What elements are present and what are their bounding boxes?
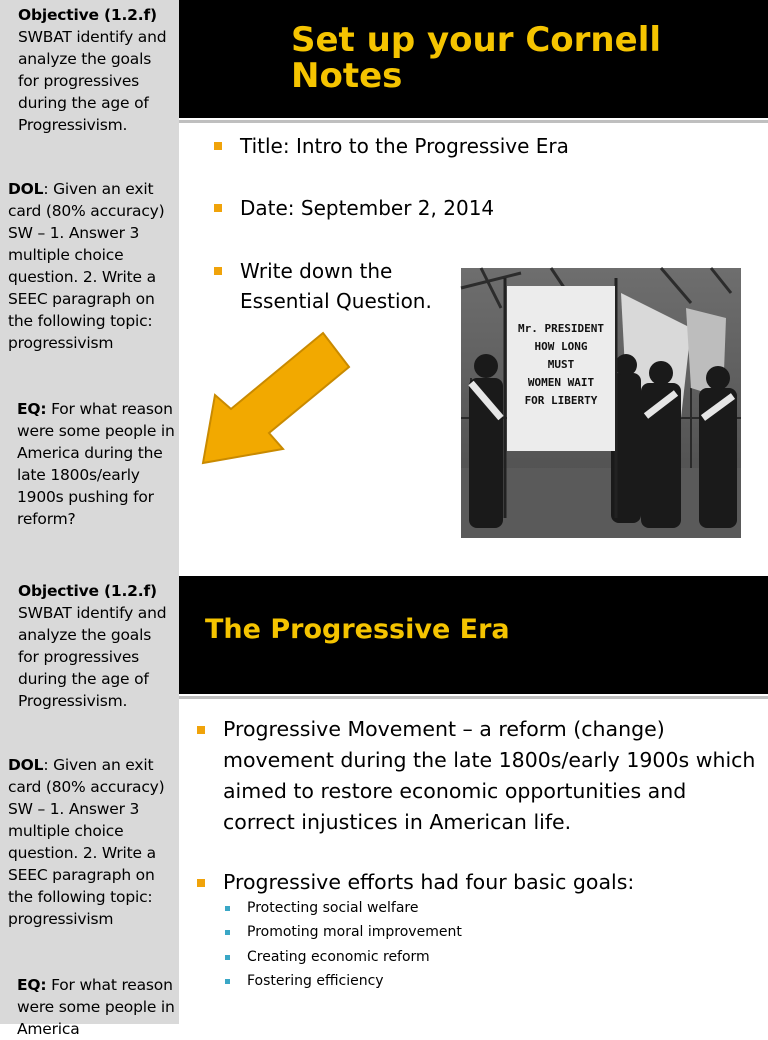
bullet-progressive-movement-text: Progressive Movement – a reform (change) movement during the late 1800s/early 1900s which aimed to restore economic opportunities and correct injustices in American life. (223, 717, 756, 834)
bullet-eq-instruction-text: Write down the Essential Question. (240, 259, 432, 313)
slide-progressive-era (0, 576, 768, 1038)
objective-text-2: SWBAT identify and analyze the goals for progressives during the age of Progressivism. (18, 604, 167, 710)
eq-block-2 (17, 974, 177, 1040)
header-divider-2 (179, 696, 768, 699)
slide-header-2 (179, 576, 768, 694)
slide-title-2: The Progressive Era (205, 614, 510, 645)
dol-block (8, 178, 176, 354)
bullet-date (214, 195, 494, 221)
bullet-eq-instruction (214, 256, 432, 316)
dol-label-2: DOL (8, 756, 44, 774)
sign-line-2: HOW LONG (534, 340, 588, 353)
title-line-2: Notes (291, 56, 403, 96)
eq-label: EQ: (17, 400, 47, 418)
eq-label-2: EQ: (17, 976, 47, 994)
slide-title (291, 22, 661, 94)
sign-line-4: WOMEN WAIT (527, 376, 595, 389)
eq-block (17, 398, 177, 530)
slide-header (179, 0, 768, 118)
goal-item: Promoting moral improvement (225, 924, 462, 940)
eq-text: For what reason were some people in America during the late 1800s/early 1900s pushing for reform? (17, 400, 175, 528)
suffrage-protest-photo (461, 268, 741, 538)
objective-label-2: Objective (1.2.f) (18, 582, 157, 600)
header-divider (179, 120, 768, 123)
objective-label: Objective (1.2.f) (18, 6, 157, 24)
objective-sidebar-2 (0, 576, 179, 1038)
title-line-1: Set up your Cornell (291, 20, 661, 60)
goal-item: Fostering efficiency (225, 973, 384, 989)
dol-text-2: : Given an exit card (80% accuracy) SW – 1. Answer 3 multiple choice question. 2. Write a SEEC paragraph on the following topic: progressivism (8, 756, 165, 928)
bullet-four-goals-text: Progressive efforts had four basic goals: (223, 870, 635, 894)
objective-block-2 (18, 580, 176, 712)
dol-text: : Given an exit card (80% accuracy) SW – 1. Answer 3 multiple choice question. 2. Write a SEEC paragraph on the following topic: progressivism (8, 180, 165, 352)
sign-line-1: Mr. PRESIDENT (517, 322, 605, 335)
goal-item: Protecting social welfare (225, 900, 419, 916)
sign-line-3: MUST (547, 358, 575, 371)
bullet-date-text: Date: September 2, 2014 (240, 196, 495, 220)
sign-line-5: FOR LIBERTY (524, 394, 598, 407)
objective-block (18, 4, 176, 136)
bullet-title (214, 133, 569, 159)
dol-block-2 (8, 754, 176, 930)
eq-text-2: For what reason were some people in America (17, 976, 175, 1038)
objective-sidebar (0, 0, 179, 576)
bullet-four-goals (197, 867, 763, 898)
goal-item: Creating economic reform (225, 949, 430, 965)
bullet-title-text: Title: Intro to the Progressive Era (240, 134, 569, 158)
objective-text: SWBAT identify and analyze the goals for progressives during the age of Progressivism. (18, 28, 167, 134)
dol-label: DOL (8, 180, 44, 198)
arrow-pointing-left-down-icon (195, 325, 360, 475)
bullet-progressive-movement (197, 714, 763, 838)
